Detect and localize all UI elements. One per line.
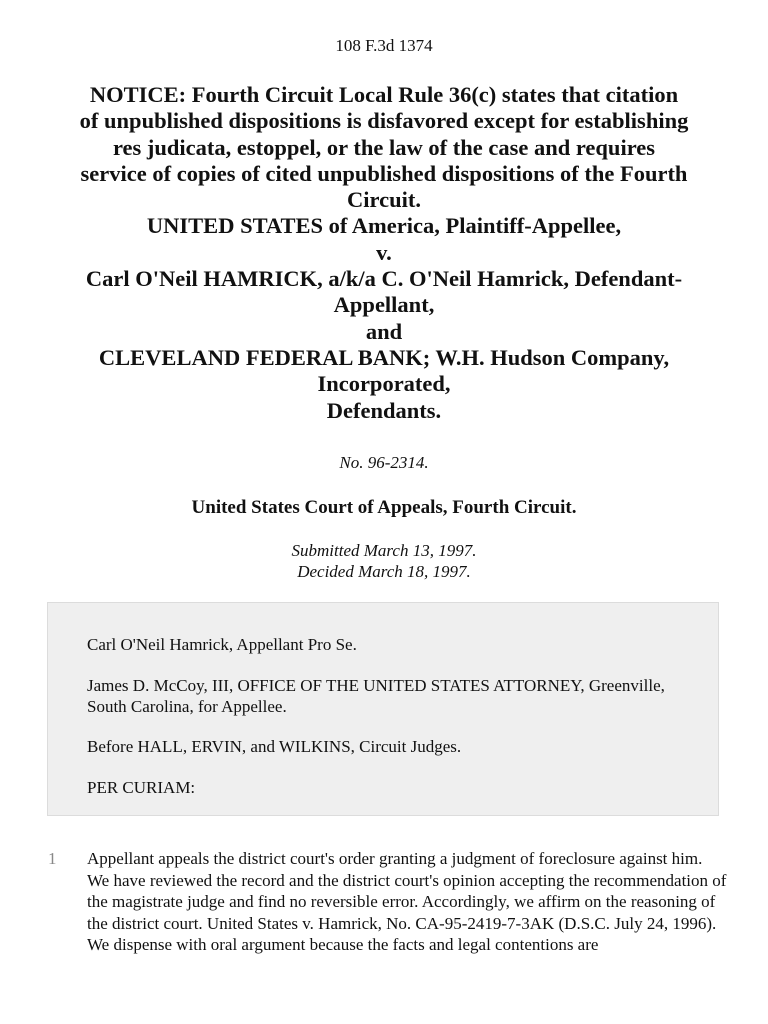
appellant-counsel: Carl O'Neil Hamrick, Appellant Pro Se. [87, 635, 357, 654]
and-line: and [365, 318, 403, 344]
court-name: United States Court of Appeals, Fourth Circuit. [191, 497, 577, 518]
notice-line: NOTICE: Fourth Circuit Local Rule 36(c) states that citation [89, 82, 679, 107]
notice-line: service of copies of cited unpublished dispositions of the Fourth [80, 160, 688, 186]
case-caption [30, 82, 738, 424]
decided-date: Decided March 18, 1997. [297, 562, 471, 581]
defendant-appellant-line: Carl O'Neil HAMRICK, a/k/a C. O'Neil Hamrick, Defendant- [85, 266, 683, 292]
plaintiff-line: UNITED STATES of America, Plaintiff-Appellee, [146, 213, 622, 239]
judges-panel: Before HALL, ERVIN, and WILKINS, Circuit Judges. [87, 737, 462, 756]
defendants-line: CLEVELAND FEDERAL BANK; W.H. Hudson Company, [98, 344, 670, 370]
submitted-date: Submitted March 13, 1997. [291, 541, 477, 560]
defendants-line: Incorporated, [317, 371, 451, 397]
notice-line: res judicata, estoppel, or the law of the case and requires [112, 134, 656, 160]
appellee-counsel: James D. McCoy, III, OFFICE OF THE UNITED STATES ATTORNEY, Greenville, South Carolina, for Appellee. [87, 676, 665, 716]
docket-number: No. 96-2314. [339, 453, 429, 472]
versus-line: v. [376, 239, 392, 265]
notice-line: of unpublished dispositions is disfavored except for establishing [79, 108, 689, 134]
case-dates [0, 540, 768, 582]
defendants-line: Defendants. [326, 397, 442, 423]
opinion-paragraph: Appellant appeals the district court's order granting a judgment of foreclosure against him. We have reviewed the record and the district court's opinion accepting the recommendation of the magistrate judge and find no reversible error. Accordingly, we affirm on the reasoning of the district court. United States v. Hamrick, No. CA-95-2419-7-3AK (D.S.C. July 24, 1996). We dispense with oral argument because the facts and legal contentions are [87, 849, 727, 954]
defendant-appellant-line: Appellant, [333, 292, 435, 318]
counsel-panel [47, 602, 719, 816]
paragraph-number: 1 [48, 849, 57, 868]
reporter-citation: 108 F.3d 1374 [335, 36, 433, 55]
notice-line: Circuit. [347, 187, 421, 213]
per-curiam-label: PER CURIAM: [87, 778, 196, 797]
